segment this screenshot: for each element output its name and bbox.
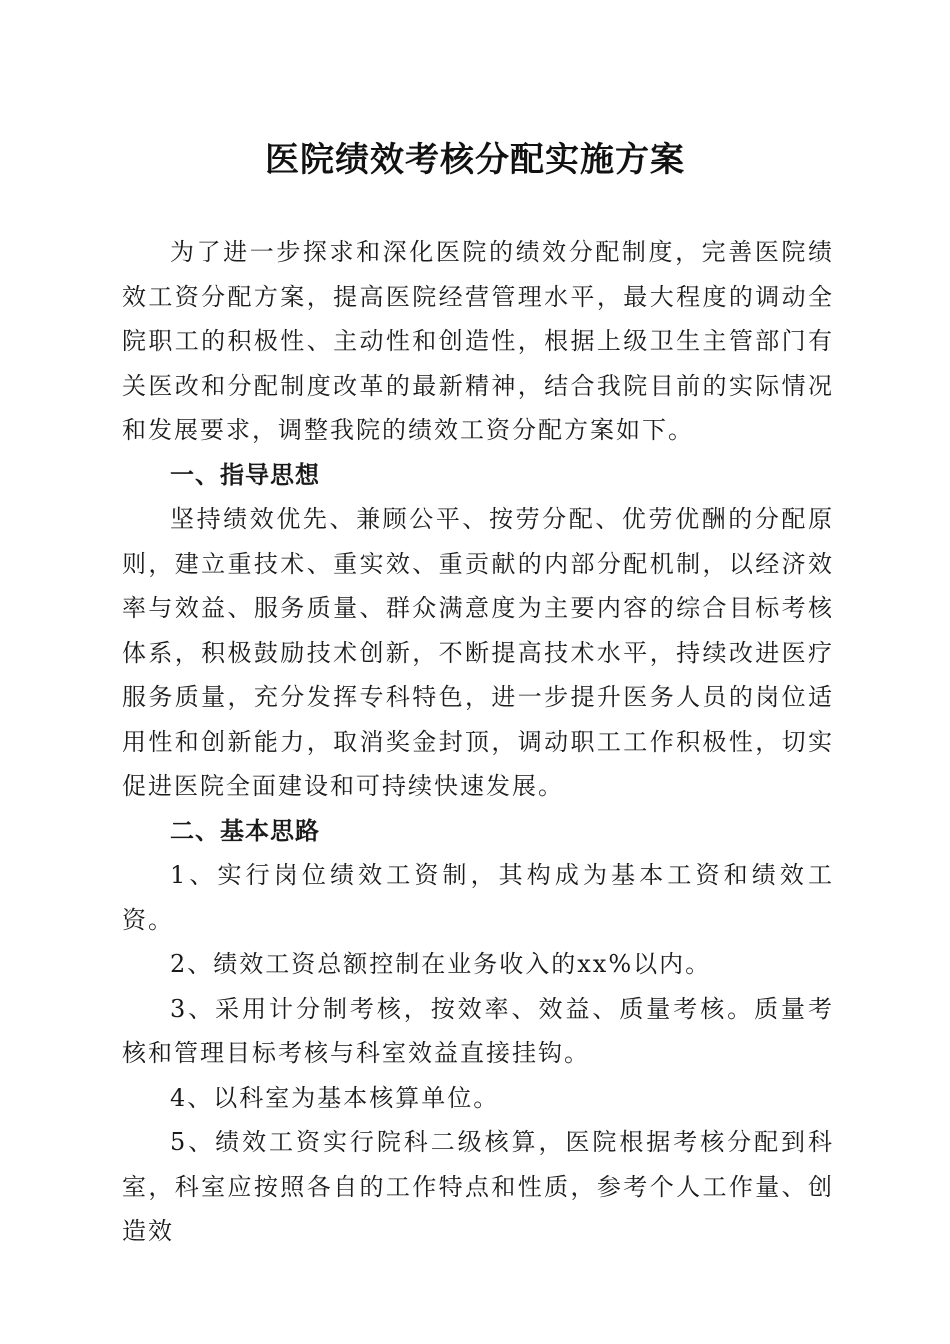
list-item: 5、绩效工资实行院科二级核算，医院根据考核分配到科室，科室应按照各自的工作特点和性质，参考个人工作量、创造效	[122, 1128, 834, 1245]
list-item: 1、实行岗位绩效工资制，其构成为基本工资和绩效工资。	[122, 861, 834, 934]
list-item: 4、以科室为基本核算单位。	[170, 1083, 500, 1112]
intro-paragraph: 为了进一步探求和深化医院的绩效分配制度，完善医院绩效工资分配方案，提高医院经营管理水平，最大程度的调动全院职工的积极性、主动性和创造性，根据上级卫生主管部门有关医改和分配制度改革的最新精神，结合我院目前的实际情况和发展要求，调整我院的绩效工资分配方案如下。	[122, 238, 834, 444]
section-heading-basic-approach: 二、基本思路	[170, 816, 320, 845]
document-body	[122, 230, 834, 1254]
document-title: 医院绩效考核分配实施方案	[265, 140, 685, 180]
list-item: 2、绩效工资总额控制在业务收入的xx%以内。	[170, 950, 712, 978]
list-item: 3、采用计分制考核，按效率、效益、质量考核。质量考核和管理目标考核与科室效益直接挂钩。	[122, 994, 834, 1067]
section-heading-guiding-ideology: 一、指导思想	[170, 460, 320, 489]
guiding-ideology-paragraph: 坚持绩效优先、兼顾公平、按劳分配、优劳优酬的分配原则，建立重技术、重实效、重贡献的内部分配机制，以经济效率与效益、服务质量、群众满意度为主要内容的综合目标考核体系，积极鼓励技术创新，不断提高技术水平，持续改进医疗服务质量，充分发挥专科特色，进一步提升医务人员的岗位适用性和创新能力，取消奖金封顶，调动职工工作积极性，切实促进医院全面建设和可持续快速发展。	[122, 505, 834, 800]
